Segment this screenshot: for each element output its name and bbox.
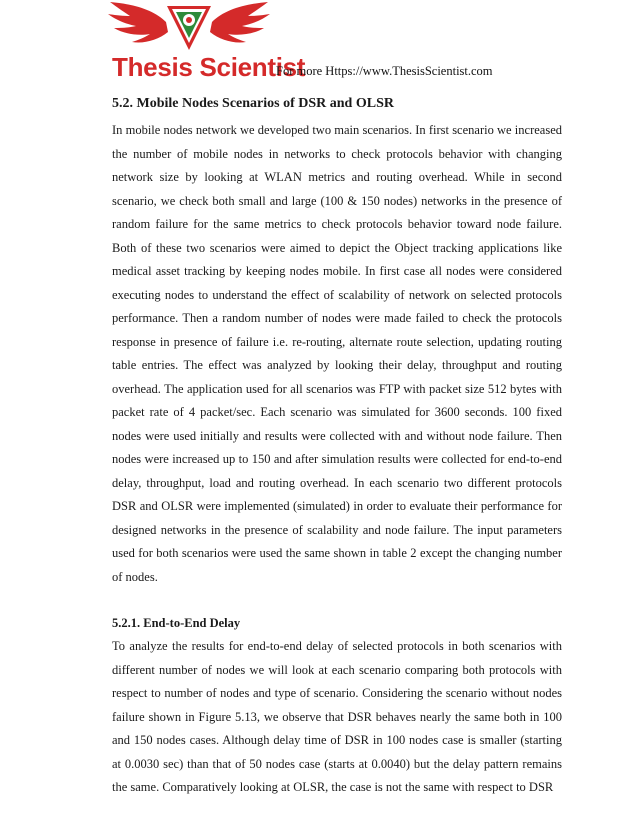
thesis-scientist-logo — [104, 0, 306, 88]
subsection-paragraph: To analyze the results for end-to-end delay of selected protocols in both scenarios with different number of nodes we will look at each scenario comparing both protocols with respect to number of nodes and type of scenario. Considering the scenario without nodes failure shown in Figure 5.13, we observe that DSR behaves nearly the same both in 100 and 150 nodes cases. Although delay time of DSR in 100 nodes case is smaller (starting at 0.0030 sec) than that of 50 nodes case (starts at 0.0040) but the delay pattern remains the same. Comparatively looking at OLSR, the case is not the same with respect to DSR — [112, 639, 562, 794]
document-body — [112, 95, 562, 800]
winged-shield-icon — [104, 0, 274, 56]
spacer — [112, 589, 562, 611]
page-header — [0, 0, 638, 90]
website-link[interactable]: For more Https://www.ThesisScientist.com — [276, 64, 493, 78]
subsection-title: 5.2.1. End-to-End Delay — [112, 616, 241, 630]
brand-name: Thesis Scientist — [112, 52, 306, 82]
section-paragraph: In mobile nodes network we developed two main scenarios. In first scenario we increased the number of mobile nodes in networks to check protocols behavior with changing network size by looking at WLAN metrics and routing overhead. While in second scenario, we check both small and large (100 & 150 nodes) networks in the presence of random failure for the same metrics to check protocols behavior toward node failure. Both of these two scenarios were aimed to depict the Object tracking applications like medical asset tracking by keeping nodes mobile. In first case all nodes were considered executing nodes to understand the effect of scalability of network on selected protocols performance. Then a random number of nodes were made failed to check the protocols response in presence of failure i.e. re-routing, alternate route selection, updating routing table entries. The effect was analyzed by looking their delay, throughput and routing overhead. The application used for all scenarios was FTP with packet size 512 bytes with packet rate of 4 packet/sec. Each scenario was simulated for 3600 seconds. 100 fixed nodes were used initially and results were collected with and without node failure. Then nodes were increased up to 150 and after simulation results were collected for end-to-end delay, throughput, load and routing overhead. In each scenario two different protocols DSR and OLSR were implemented (simulated) in order to evaluate their performance for designed networks in the presence of scalability and node failure. The input parameters used for both scenarios were used the same shown in table 2 except the changing number of nodes. — [112, 123, 562, 584]
section-title: 5.2. Mobile Nodes Scenarios of DSR and OLSR — [112, 96, 394, 111]
